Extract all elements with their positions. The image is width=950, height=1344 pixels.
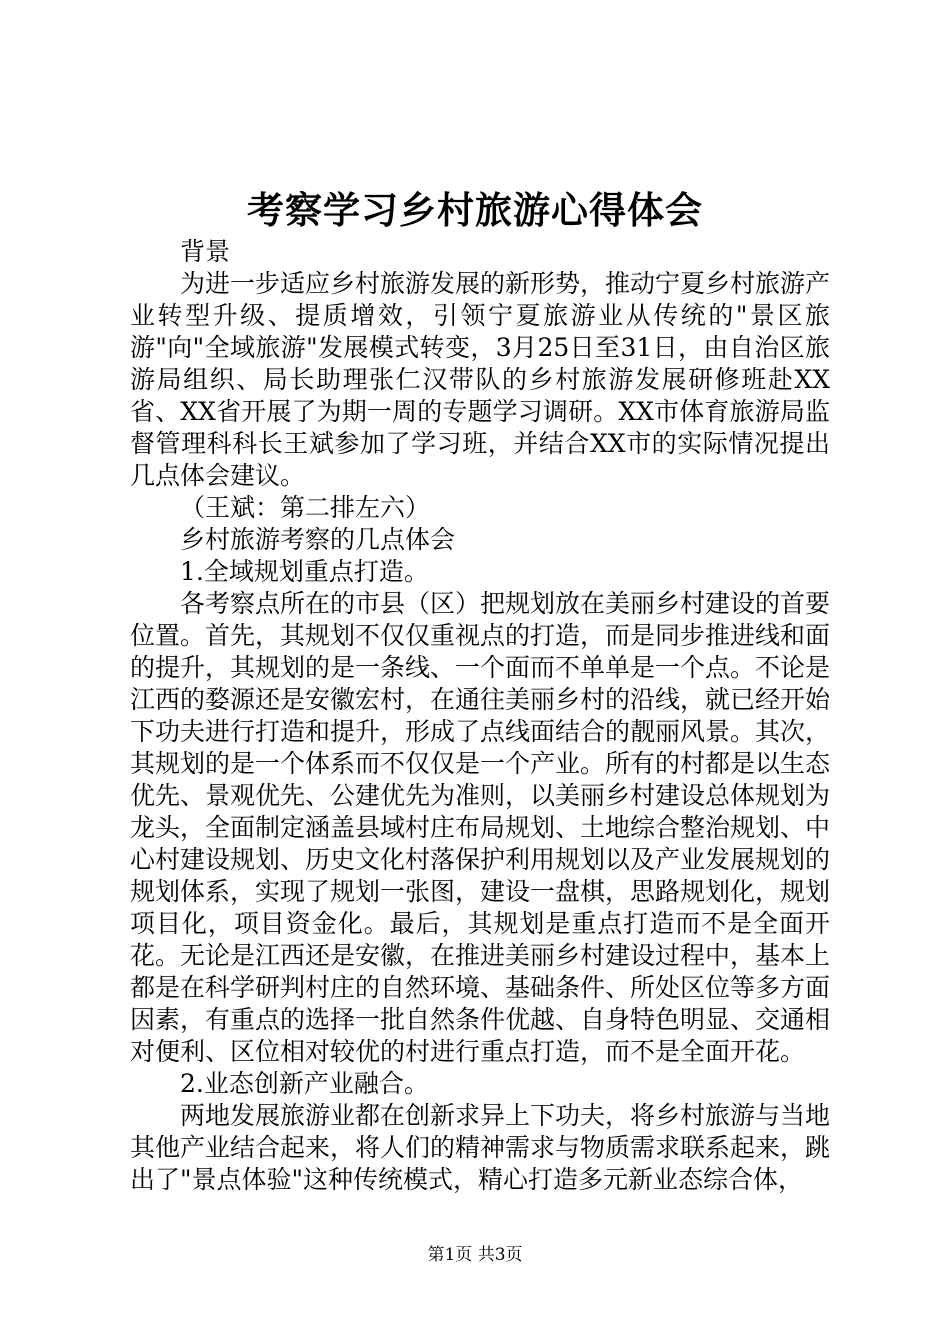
- paragraph-point-1-body: 各考察点所在的市县（区）把规划放在美丽乡村建设的首要位置。首先，其规划不仅仅重视点的打造，而是同步推进线和面的提升，其规划的是一条线、一个面而不单单是一个点。不论是江西的婺源还是安徽宏村，在通往美丽乡村的沿线，就已经开始下功夫进行打造和提升，形成了点线面结合的靓丽风景。其次，其规划的是一个体系而不仅仅是一个产业。所有的村都是以生态优先、景观优先、公建优先为准则，以美丽乡村建设总体规划为龙头，全面制定涵盖县域村庄布局规划、土地综合整治规划、中心村建设规划、历史文化村落保护利用规划以及产业发展规划的规划体系，实现了规划一张图，建设一盘棋，思路规划化，规划项目化，项目资金化。最后，其规划是重点打造而不是全面开花。无论是江西还是安徽，在推进美丽乡村建设过程中，基本上都是在科学研判村庄的自然环境、基础条件、所处区位等多方面因素，有重点的选择一批自然条件优越、自身特色明显、交通相对便利、区位相对较优的村进行重点打造，而不是全面开花。: [130, 589, 831, 1066]
- document-title: 考察学习乡村旅游心得体会: [247, 188, 703, 232]
- paragraph-background-heading: 背景: [180, 237, 231, 266]
- paragraph-point-2-heading: 2.业态创新产业融合。: [180, 1069, 429, 1098]
- page-footer: 第1页 共3页: [427, 1245, 523, 1265]
- document-body: [130, 236, 830, 1196]
- paragraph-point-1-heading: 1.全域规划重点打造。: [180, 557, 429, 586]
- paragraph-section-heading: 乡村旅游考察的几点体会: [180, 525, 456, 554]
- paragraph-background: 为进一步适应乡村旅游发展的新形势，推动宁夏乡村旅游产业转型升级、提质增效，引领宁夏旅游业从传统的"景区旅游"向"全域旅游"发展模式转变，3月25日至31日，由自治区旅游局组织、局长助理张仁汉带队的乡村旅游发展研修班赴XX省、XX省开展了为期一周的专题学习调研。XX市体育旅游局监督管理科科长王斌参加了学习班，并结合XX市的实际情况提出几点体会建议。: [130, 269, 831, 490]
- paragraph-point-2-body: 两地发展旅游业都在创新求异上下功夫，将乡村旅游与当地其他产业结合起来，将人们的精神需求与物质需求联系起来，跳出了"景点体验"这种传统模式，精心打造多元新业态综合体，: [130, 1101, 831, 1194]
- paragraph-photo-caption: （王斌：第二排左六）: [180, 493, 431, 522]
